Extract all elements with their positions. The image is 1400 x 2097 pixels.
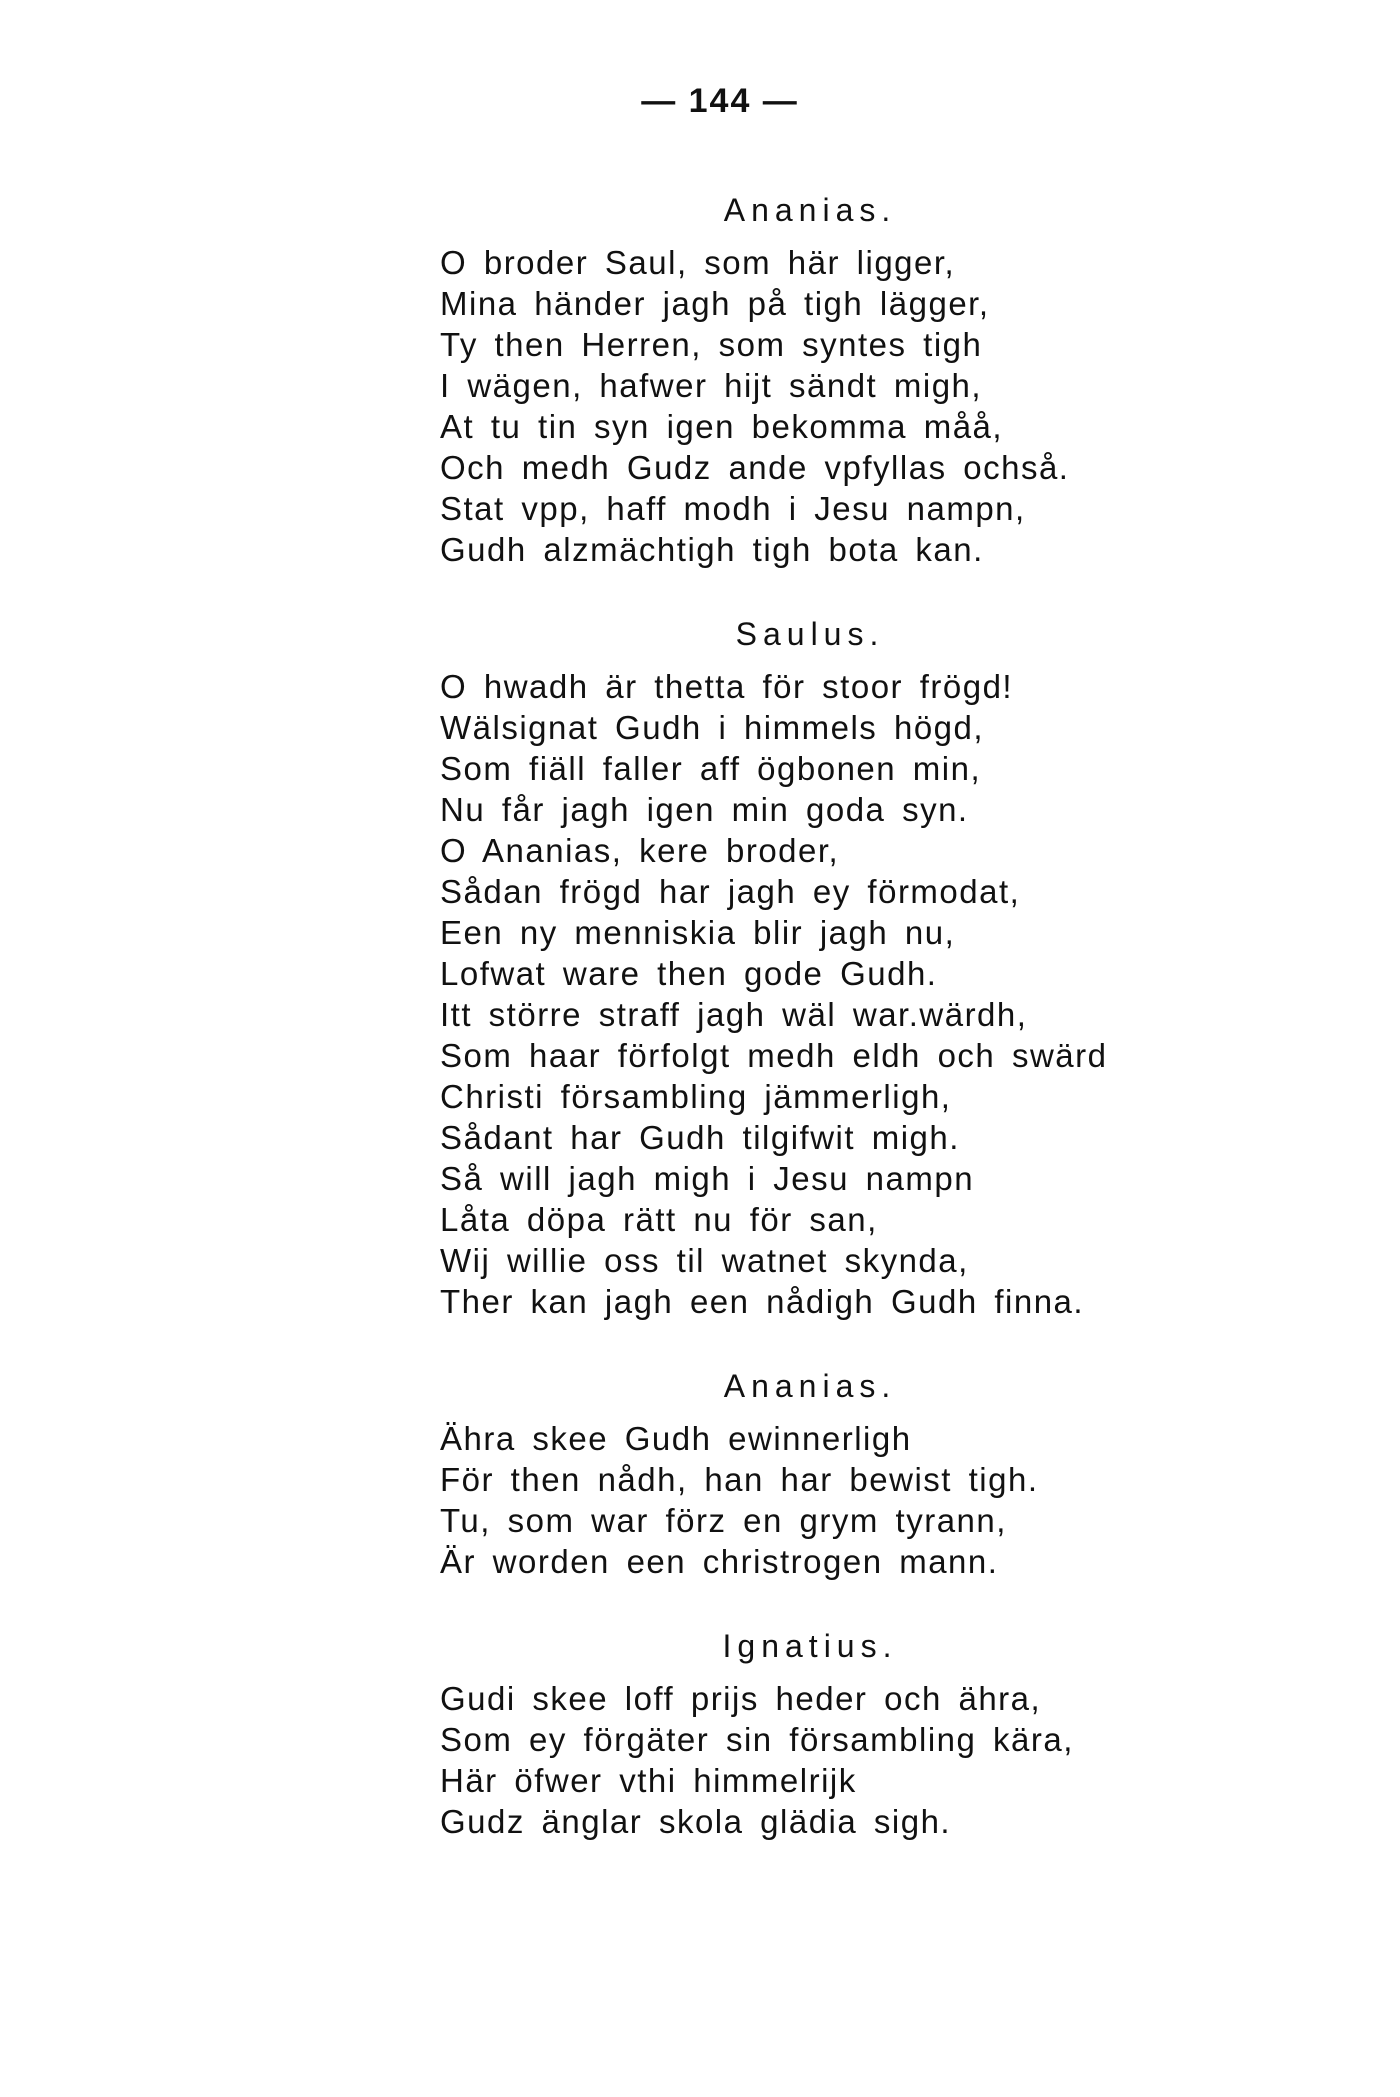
verse-line: Tu, som war förz en grym tyrann,	[440, 1502, 1007, 1539]
verse-line: Sådan frögd har jagh ey förmodat,	[440, 873, 1021, 910]
verse-line: Gudz änglar skola glädia sigh.	[440, 1803, 952, 1840]
verse-line: Ty then Herren, som syntes tigh	[440, 326, 983, 363]
verse-line: Så will jagh migh i Jesu nampn	[440, 1160, 975, 1197]
verse-line: Som fiäll faller aff ögbonen min,	[440, 750, 982, 787]
verse-line: Här öfwer vthi himmelrijk	[440, 1762, 857, 1799]
verse-line: Mina händer jagh på tigh lägger,	[440, 285, 990, 322]
verse-line: Ähra skee Gudh ewinnerligh	[440, 1420, 912, 1457]
verse-line: Nu får jagh igen min goda syn.	[440, 791, 969, 828]
verse-line: Een ny menniskia blir jagh nu,	[440, 914, 956, 951]
dialogue-section	[440, 188, 1260, 570]
speaker-name: Ananias.	[723, 1368, 897, 1404]
verse-line: Gudh alzmächtigh tigh bota kan.	[440, 531, 984, 568]
verse-line: Wij willie oss til watnet skynda,	[440, 1242, 969, 1279]
verse-line: Som ey förgäter sin försambling kära,	[440, 1721, 1074, 1758]
verse-line: At tu tin syn igen bekomma måå,	[440, 408, 1004, 445]
verse-line: I wägen, hafwer hijt sändt migh,	[440, 367, 983, 404]
dialogue-text	[440, 188, 1260, 1842]
verse-line: O hwadh är thetta för stoor frögd!	[440, 668, 1014, 705]
verse-line: Låta döpa rätt nu för san,	[440, 1201, 878, 1238]
verse-line: Gudi skee loff prijs heder och ähra,	[440, 1680, 1042, 1717]
dialogue-section	[440, 1364, 1260, 1582]
verse-line: För then nådh, han har bewist tigh.	[440, 1461, 1039, 1498]
verse-line: O Ananias, kere broder,	[440, 832, 840, 869]
verse-line: Wälsignat Gudh i himmels högd,	[440, 709, 985, 746]
verse-line: Lofwat ware then gode Gudh.	[440, 955, 938, 992]
speaker-name: Ignatius.	[722, 1628, 898, 1664]
verse-line: Stat vpp, haff modh i Jesu nampn,	[440, 490, 1026, 527]
page-number: — 144 —	[641, 82, 799, 120]
speaker-name: Saulus.	[735, 616, 885, 652]
verse-line: Och medh Gudz ande vpfyllas ochså.	[440, 449, 1070, 486]
speaker-name: Ananias.	[723, 192, 897, 228]
dialogue-section	[440, 1624, 1260, 1842]
dialogue-section	[440, 612, 1260, 1322]
verse-line: Sådant har Gudh tilgifwit migh.	[440, 1119, 960, 1156]
verse-line: Är worden een christrogen mann.	[440, 1543, 999, 1580]
verse-line: Itt större straff jagh wäl war.wärdh,	[440, 996, 1028, 1033]
verse-line: Som haar förfolgt medh eldh och swärd	[440, 1037, 1108, 1074]
verse-line: Ther kan jagh een nådigh Gudh finna.	[440, 1283, 1085, 1320]
verse-line: O broder Saul, som här ligger,	[440, 244, 956, 281]
verse-line: Christi försambling jämmerligh,	[440, 1078, 952, 1115]
